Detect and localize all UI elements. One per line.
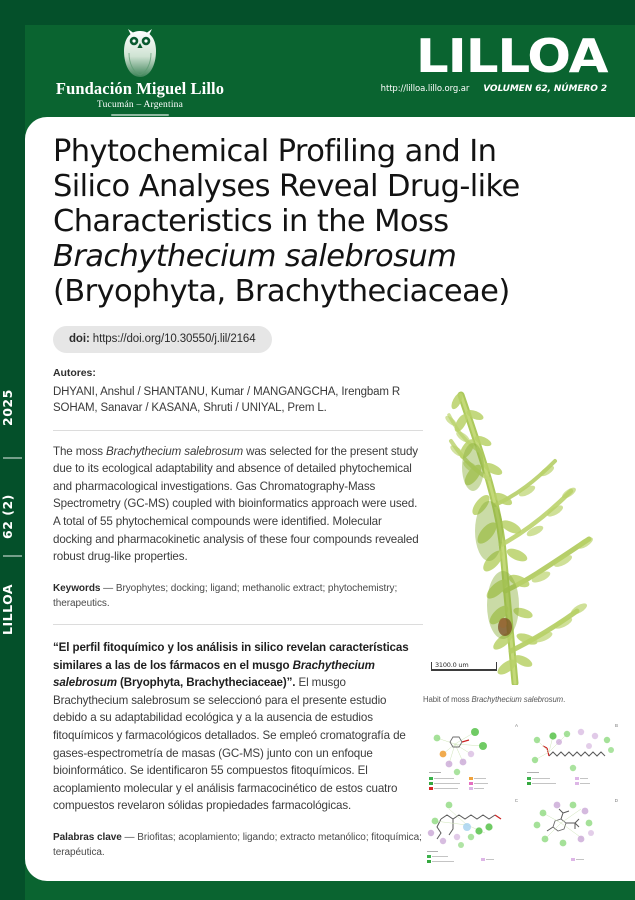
title-species: Brachythecium salebrosum	[53, 238, 457, 274]
journal-url[interactable]: http://lilloa.lillo.org.ar	[380, 84, 470, 95]
authors-label: Autores:	[53, 367, 96, 379]
docking-panel-c	[423, 795, 523, 870]
docking-panel-a	[423, 720, 523, 795]
abstract-en-species: Brachythecium salebrosum	[106, 444, 243, 458]
authors-line-1: DHYANI, Anshul / SHANTANU, Kumar / MANGANGCHA, Irengbam R	[53, 386, 400, 398]
authors-line-2: SOHAM, Sanavar / KASANA, Shruti / UNIYAL, Prem L.	[53, 402, 327, 415]
publisher-location: Tucumán – Argentina	[96, 100, 184, 111]
keywords-spanish	[53, 830, 423, 860]
abstract-en-part1: The moss	[53, 444, 107, 458]
doi-label: doi:	[69, 332, 90, 345]
docking-panel-b	[523, 720, 623, 795]
doi-badge[interactable]	[53, 326, 272, 353]
panel-letter: B	[614, 723, 618, 728]
left-spine	[0, 25, 25, 900]
abstract-es-title-close: (Bryophyta, Brachytheciaceae)”.	[116, 676, 296, 690]
keywords-english	[53, 581, 423, 611]
article-card	[25, 117, 635, 881]
spine-issue: 62 (2)	[0, 494, 15, 540]
docking-figure-grid	[423, 720, 623, 870]
keywords-es-text: Briofitas; acoplamiento; ligando; extracto metanólico; fitoquímica; terapéutica.	[53, 832, 422, 859]
photo-caption-prefix: Habit of moss	[423, 695, 472, 704]
page-header	[25, 25, 635, 117]
logo-rule	[111, 114, 169, 116]
title-line-1: Phytochemical Profiling and In	[53, 134, 497, 169]
keywords-label: Keywords	[53, 582, 101, 594]
keywords-es-label: Palabras clave	[53, 832, 122, 844]
abstract-es-body: El musgo Brachythecium salebrosum se seleccionó para el presente estudio debido a su adaptabilidad ecológica y a la ausencia de estudios fitoquímicos y farmacológicos detallados. Se empleó cromatografía de gases-espectrometría de masas (GC-MS) junto con un enfoque bioinformático. Se identificaron 55 compuestos fitoquímicos. El acoplamiento molecular y el análisis farmacocinético de estos cuatro compuestos revelaron sólidas propiedades farmacológicas.	[53, 676, 406, 813]
figure-column	[423, 355, 625, 870]
title-line-2: Silico Analyses Reveal Drug-like	[53, 168, 520, 204]
publisher-name: Fundación Miguel Lillo	[55, 79, 225, 98]
photo-caption-suffix: .	[563, 695, 566, 704]
abstract-spanish	[53, 639, 423, 815]
scale-bar	[431, 662, 497, 671]
panel-letter: C	[514, 798, 518, 803]
photo-caption	[423, 695, 625, 704]
abstract-es-title-open: “El perfil fitoquímico y los análisis in silico revelan características similares a las de los fármacos en el musgo	[53, 640, 409, 672]
photo-caption-species: Brachythecium salebrosum	[471, 695, 564, 704]
article-text-column	[53, 367, 423, 860]
panel-letter: D	[614, 798, 618, 803]
authors-list	[53, 384, 423, 417]
abstract-english	[53, 443, 423, 566]
scale-bar-label: 3100.0 um	[435, 661, 469, 669]
abstract-es-title-species: Brachythecium salebrosum	[53, 658, 375, 690]
volume-number-label: VOLUMEN 62, NÚMERO 2	[483, 84, 607, 95]
abstract-en-part2: was selected for the present study due to its ecological adaptability and absence of detailed phytochemical and pharmacological investigations. Gas Chromatography-Mass Spectrometry (GC-MS) coupled with bioinformatics approach were used. A total of 55 phytochemical compounds were identified. Molecular docking and pharmacokinetic analysis of these four compounds revealed robust drug-like properties.	[53, 444, 419, 564]
publisher-logo-block	[35, 27, 245, 116]
title-line-3: Characteristics in the Moss	[53, 203, 449, 239]
divider	[53, 430, 423, 431]
spine-year: 2025	[0, 389, 15, 427]
spine-divider	[3, 457, 22, 459]
owl-icon	[35, 27, 245, 79]
keywords-es-dash: —	[121, 832, 138, 844]
spine-journal-name: LILLOA	[0, 583, 15, 635]
spine-divider	[3, 555, 22, 557]
moss-photo	[423, 355, 613, 685]
masthead	[380, 29, 607, 95]
doi-link[interactable]: https://doi.org/10.30550/j.lil/2164	[92, 332, 256, 345]
journal-title: LILLOA	[415, 29, 607, 83]
panel-letter: A	[514, 723, 518, 728]
keywords-text: Bryophytes; docking; ligand; methanolic extract; phytochemistry; therapeutics.	[53, 582, 398, 609]
title-line-5: (Bryophyta, Brachytheciaceae)	[53, 273, 510, 309]
page-title	[53, 135, 607, 310]
keywords-dash: —	[100, 582, 116, 594]
moss-photo-image	[423, 355, 613, 685]
divider	[53, 624, 423, 625]
docking-panel-d	[523, 795, 623, 870]
